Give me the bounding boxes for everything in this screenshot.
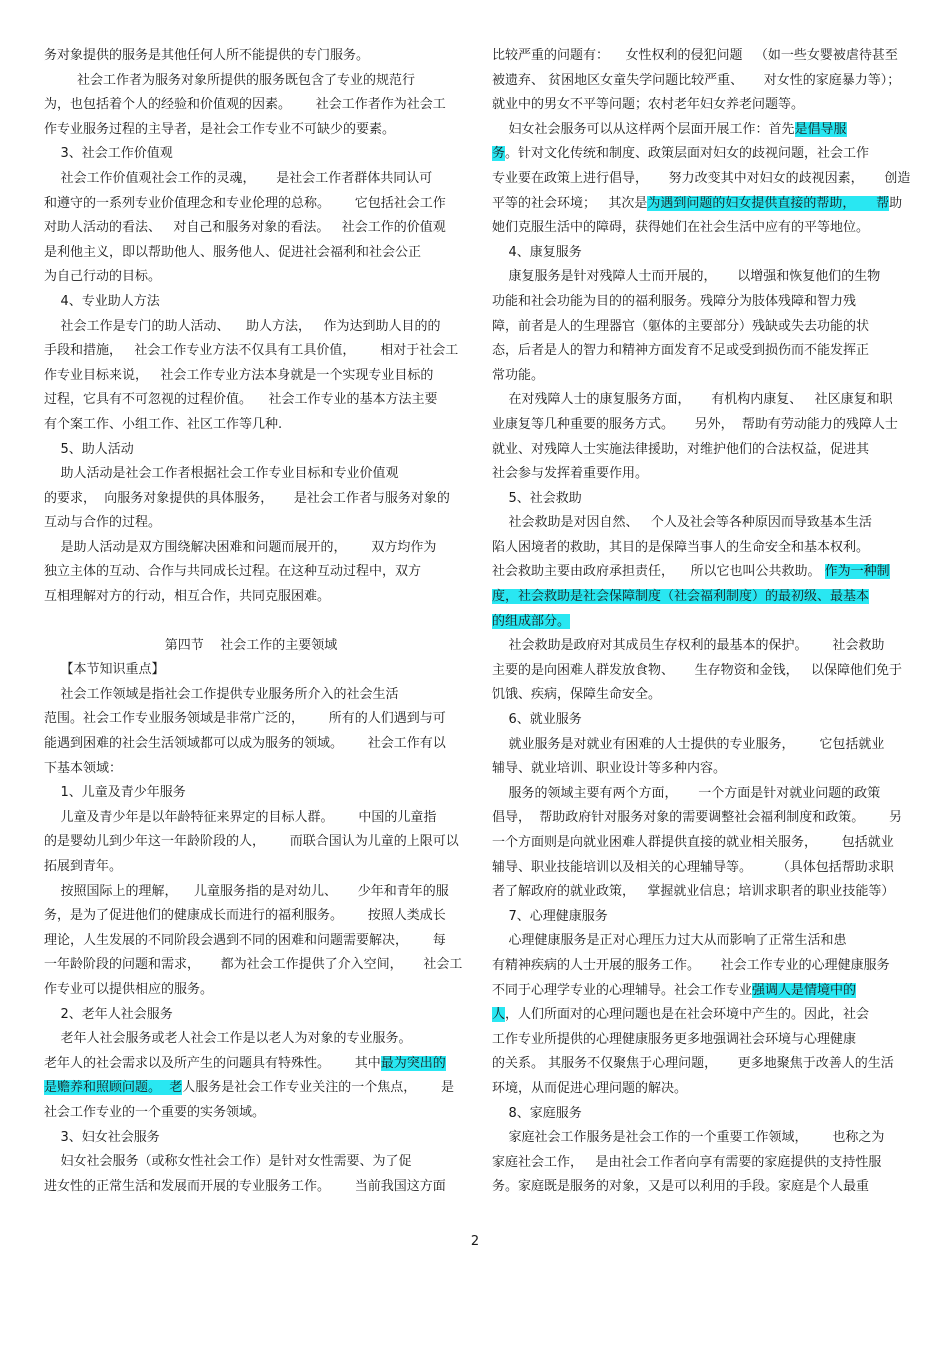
text-segment: 6、就业服务 [492,712,582,728]
text-segment: 就业中的男女不平等问题；农村老年妇女养老问题等。 [492,97,805,113]
right-column [492,44,911,1200]
text-segment: 家庭社会工作服务是社会工作的一个重要工作领域， 也称之为 [492,1130,885,1146]
text-line [44,265,458,290]
text-segment: 社会工作者为服务对象所提供的服务既包含了专业的规范行 [44,72,416,88]
text-segment: 辅导、职业技能培训以及相关的心理辅导等。 （具体包括帮助求职 [492,859,894,875]
text-line [44,585,458,610]
text-line [492,167,911,192]
text-line [492,831,906,856]
text-line [44,707,458,732]
text-segment: 互相理解对方的行动，相互合作，共同克服困难。 [44,589,331,605]
text-segment: 过程，它具有不可忽视的过程价值。 社会工作专业的基本方法主要 [44,392,438,408]
text-line [492,93,906,118]
text-line [44,1027,458,1052]
text-segment: 有精神疾病的人士开展的服务工作。 社会工作专业的心理健康服务 [492,957,890,973]
left-column [44,44,463,1199]
text-segment: 主要的是向困难人群发放食物、 生存物资和金钱， 以保障他们免于 [492,662,903,678]
text-line [492,315,906,340]
text-line [44,904,458,929]
text-segment: 障，前者是人的生理器官（躯体的主要部分）残缺或失去功能的状 [492,318,870,334]
text-line [492,192,906,217]
text-segment: 进女性的正常生活和发展而开展的专业服务工作。 当前我国这方面 [44,1178,446,1194]
text-segment: 【本节知识重点】 [44,662,165,678]
text-line [44,683,458,708]
text-line [492,905,906,930]
text-line [44,757,458,782]
text-segment: 作专业服务过程的主导者，是社会工作专业不可缺少的要素。 [44,121,396,137]
text-line [44,781,458,806]
paragraph-gap [44,610,458,634]
text-line [492,69,906,94]
text-segment: 助 [889,195,903,211]
text-segment: 家庭社会工作， 是由社会工作者向享有需要的家庭提供的支持性服 [492,1154,882,1170]
text-segment: 下基本领域： [44,760,123,776]
text-segment: 儿童及青少年是以年龄特征来界定的目标人群。 中国的儿童指 [44,809,437,825]
text-line [492,782,906,807]
text-line [492,290,906,315]
text-segment: 3、妇女社会服务 [44,1129,160,1145]
text-line [492,413,906,438]
text-line [492,610,906,635]
text-segment: 8、家庭服务 [492,1105,582,1121]
text-line [44,118,458,143]
text-line [44,388,458,413]
text-segment: 功能和社会功能为目的的福利服务。残障分为肢体残障和智力残 [492,293,857,309]
text-segment: 就业、对残障人士实施法律援助，对维护他们的合法权益，促进其 [492,441,870,457]
text-segment: 是助人活动是双方围绕解决困难和问题而展开的， 双方均作为 [44,539,437,555]
text-segment: 妇女社会服务（或称女性社会工作）是针对女性需要、为了促 [44,1154,412,1170]
text-line [492,954,906,979]
text-line [492,683,906,708]
text-line [44,413,458,438]
text-segment: 为，也包括着个人的经验和价值观的因素。 社会工作者作为社会工 [44,97,446,113]
page-number: 2 [470,1234,480,1249]
text-line [492,1151,906,1176]
highlighted-text: 人 [492,1007,506,1023]
highlighted-text: 作为一种制 [824,564,890,580]
text-segment: 理论，人生发展的不同阶段会遇到不同的困难和问题需要解决， 每 [44,932,446,948]
text-segment: 作专业目标来说， 社会工作专业方法本身就是一个实现专业目标的 [44,367,434,383]
text-segment: 3、社会工作价值观 [44,146,173,162]
text-segment: 社会参与发挥着重要作用。 [492,466,649,482]
text-line [44,806,458,831]
text-segment: 社会救助是政府对其成员生存权利的最基本的保护。 社会救助 [492,638,885,654]
text-segment: 为自己行动的目标。 [44,269,162,285]
text-segment: 不同于心理学专业的心理辅导。社会工作专业 [492,982,753,998]
text-line [44,315,458,340]
text-segment: 在对残障人士的康复服务方面， 有机构内康复、 社区康复和职 [492,392,893,408]
text-line [492,388,906,413]
text-segment: 倡导， 帮助政府针对服务对象的需要调整社会福利制度和政策。 另 [492,810,903,826]
text-segment: 的要求， 向服务对象提供的具体服务， 是社会工作者与服务对象的 [44,490,450,506]
text-segment: 专业要在政策上进行倡导， 努力改变其中对妇女的歧视因素， 创造 [492,170,911,186]
text-segment: 就业服务是对就业有困难的人士提供的专业服务， 它包括就业 [492,736,885,752]
text-line [492,44,906,69]
text-segment: 一个方面则是向就业困难人群提供直接的就业相关服务， 包括就业 [492,835,894,850]
text-segment: 饥饿、疾病，保障生命安全。 [492,687,662,703]
text-segment: 态，后者是人的智力和精神方面发育不足或受到损伤而不能发挥正 [492,343,870,359]
text-segment: 2、老年人社会服务 [44,1006,173,1022]
text-segment: 对助人活动的看法、 对自己和服务对象的看法。 社会工作的价值观 [44,220,446,236]
text-segment: 者了解政府的就业政策， 掌握就业信息；培训求职者的职业技能等） [492,884,895,900]
highlighted-text: 为遇到问题的妇女提供直接的帮助， 帮 [647,195,890,211]
text-segment: 4、康复服务 [492,244,582,260]
text-line [44,241,458,266]
text-line [492,438,906,463]
text-line [492,339,906,364]
text-line [44,438,458,463]
text-segment: 她们克服生活中的障碍，获得她们在社会生活中应有的平等地位。 [492,220,870,236]
text-line [44,1076,458,1101]
text-segment: 的关系。 其服务不仅聚焦于心理问题， 更多地聚焦于改善人的生活 [492,1056,894,1072]
text-line [492,536,906,561]
text-segment: 社会工作价值观社会工作的灵魂， 是社会工作者群体共同认可 [44,170,433,186]
text-segment: 按照国际上的理解， 儿童服务指的是对幼儿、 少年和青年的服 [44,883,449,899]
highlighted-text: 强调人是情境中的 [752,982,857,998]
text-segment: 社会救助主要由政府承担责任， 所以它也叫公共救助。 [492,564,825,580]
text-line [492,118,906,143]
text-line [44,536,458,561]
text-line [492,757,906,782]
text-line [44,1150,458,1175]
text-line [492,1175,906,1200]
text-segment: 助人活动是社会工作者根据社会工作专业目标和专业价值观 [44,466,399,482]
text-line [492,216,906,241]
text-segment: 是利他主义，即以帮助他人、服务他人、促进社会福利和社会公正 [44,244,422,260]
text-line [492,241,906,266]
text-segment: 范围。社会工作专业服务领域是非常广泛的， 所有的人们遇到与可 [44,711,446,727]
text-segment: 4、专业助人方法 [44,293,160,309]
text-segment: 。针对文化传统和制度、政策层面对妇女的歧视问题，社会工作 [505,146,870,162]
section-title [44,634,458,659]
text-line [44,953,463,978]
text-line [44,44,458,69]
text-segment: 人服务是社会工作专业关注的一个焦点， 是 [182,1080,455,1096]
text-line [492,806,906,831]
text-line [492,1028,906,1053]
text-line [44,929,458,954]
text-line [492,659,906,684]
highlighted-text: 是赡养和照顾问题。 老 [44,1080,183,1096]
text-line [44,462,458,487]
text-segment: 手段和措施， 社会工作专业方法不仅具有工具价值， 相对于社会工 [44,343,459,359]
text-line [492,364,906,389]
text-line [44,855,458,880]
text-line [492,856,906,881]
text-line [44,167,458,192]
text-line [492,880,906,905]
text-line [44,1101,458,1126]
text-line [492,511,906,536]
text-line [44,830,458,855]
text-segment: 1、儿童及青少年服务 [44,785,186,801]
text-line [44,69,458,94]
text-segment: 社会工作专业的一个重要的实务领域。 [44,1104,266,1120]
text-segment: 妇女社会服务可以从这样两个层面开展工作：首先 [492,121,795,137]
text-line [492,634,906,659]
text-line [44,658,458,683]
text-segment: 业康复等几种重要的服务方式。 另外， 帮助有劳动能力的残障人士 [492,416,898,432]
text-line [492,1102,906,1127]
text-segment: 5、助人活动 [44,441,134,457]
highlighted-text: 是倡导服 [794,121,847,137]
text-line [492,487,906,512]
text-line [492,929,906,954]
text-segment: 有个案工作、小组工作、社区工作等几种. [44,416,283,432]
text-segment: 心理健康服务是正对心理压力过大从而影响了正常生活和患 [492,933,847,949]
text-line [492,462,906,487]
text-line [492,560,906,585]
text-line [44,511,458,536]
text-segment: 陷人困境者的救助，其目的是保障当事人的生命安全和基本权利。 [492,539,870,555]
text-segment: 平等的社会环境； 其次是 [492,195,648,211]
text-segment: 作专业可以提供相应的服务。 [44,981,214,997]
text-line [44,880,458,905]
text-line [44,487,458,512]
text-line [492,585,906,610]
text-segment: 务，是为了促进他们的健康成长而进行的福利服务。 按照人类成长 [44,908,446,924]
text-line [44,1052,458,1077]
text-line [44,192,458,217]
text-segment: 环境，从而促进心理问题的解决。 [492,1080,688,1096]
highlighted-text: 度，社会救助是社会保障制度（社会福利制度）的最初级、最基本 [492,589,870,605]
text-line [44,978,458,1003]
text-segment: 常功能。 [492,367,545,383]
text-segment: 独立主体的互动、合作与共同成长过程。在这种互动过程中，双方 [44,564,422,580]
text-segment: 务对象提供的服务是其他任何人所不能提供的专门服务。 [44,48,370,63]
highlighted-text: 的组成部分。 [492,613,571,629]
text-segment: 服务的领域主要有两个方面， 一个方面是针对就业问题的政策 [492,785,881,801]
text-segment: 拓展到青年。 [44,859,123,874]
text-line [44,93,458,118]
text-segment: 一年龄阶段的问题和需求， 都为社会工作提供了介入空间， 社会工 [44,957,463,973]
text-line [492,142,906,167]
text-segment: 互动与合作的过程。 [44,515,162,531]
text-segment: 被遗弃、 贫困地区女童失学问题比较严重、 对女性的家庭暴力等）； [492,72,901,88]
text-segment: 能遇到困难的社会生活领域都可以成为服务的领域。 社会工作有以 [44,736,446,752]
text-line [44,560,458,585]
text-line [44,142,458,167]
text-line [44,364,458,389]
text-segment: 务。家庭既是服务的对象，又是可以利用的手段。家庭是个人最重 [492,1179,870,1195]
text-line [492,1126,906,1151]
text-segment: 第四节 社会工作的主要领域 [164,637,338,653]
text-line [492,708,906,733]
text-segment: 老年人的社会需求以及所产生的问题具有特殊性。 其中 [44,1055,381,1071]
highlighted-text: 最为突出的 [380,1055,446,1071]
text-segment: 辅导、就业培训、职业设计等多种内容。 [492,761,727,777]
text-line [44,732,458,757]
text-line [44,1126,458,1151]
text-line [44,290,458,315]
text-line [492,1003,906,1028]
text-segment: 7、心理健康服务 [492,908,608,924]
text-segment: 工作专业所提供的心理健康服务更多地强调社会环境与心理健康 [492,1031,857,1047]
highlighted-text: 务 [492,146,506,162]
text-segment: 社会救助是对因自然、 个人及社会等各种原因而导致基本生活 [492,515,872,531]
text-line [492,733,906,758]
text-line [492,265,906,290]
text-segment: 社会工作是专门的助人活动、 助人方法， 作为达到助人目的的 [44,318,441,334]
text-segment: 的是婴幼儿到少年这一年龄阶段的人， 而联合国认为儿童的上限可以 [44,834,459,850]
text-segment: 5、社会救助 [492,490,582,506]
text-line [492,979,906,1004]
text-segment: 康复服务是针对残障人士而开展的， 以增强和恢复他们的生物 [492,269,881,285]
text-line [44,216,458,241]
text-line [44,1175,458,1200]
text-segment: 和遵守的一系列专业价值理念和专业伦理的总称。 它包括社会工作 [44,195,446,211]
text-segment: 比较严重的问题有： 女性权利的侵犯问题 （如一些女婴被虐待甚至 [492,48,898,63]
text-segment: 老年人社会服务或老人社会工作是以老人为对象的专业服务。 [44,1031,412,1047]
text-segment: ，人们所面对的心理问题也是在社会环境中产生的。因此，社会 [505,1007,870,1023]
text-segment: 社会工作领域是指社会工作提供专业服务所介入的社会生活 [44,686,399,702]
text-line [492,1077,906,1102]
text-line [44,339,458,364]
text-line [44,1003,458,1028]
text-line [492,1052,906,1077]
